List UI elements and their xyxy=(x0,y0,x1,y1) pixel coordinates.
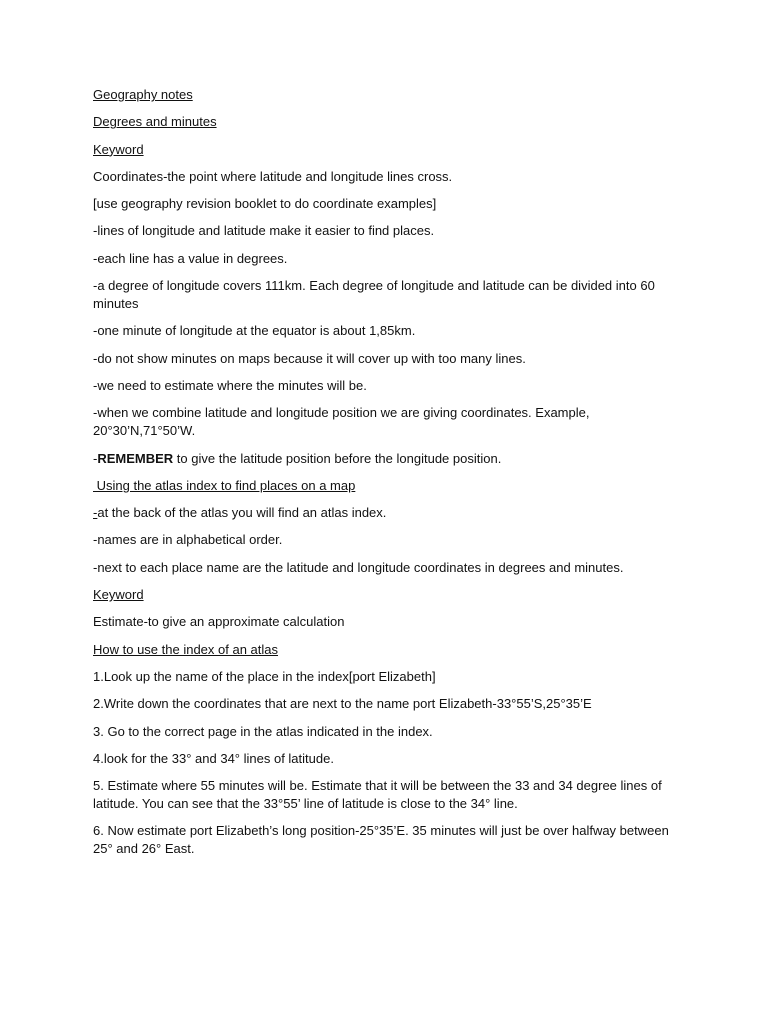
remember-text: to give the latitude position before the longitude position. xyxy=(173,450,502,466)
step-item: 5. Estimate where 55 minutes will be. Estimate that it will be between the 33 and 34 degree lines of latitude. You can see that the 33°55’ line of latitude is close to the 34° line. xyxy=(93,778,662,812)
section-heading-how: How to use the index of an atlas xyxy=(93,641,279,657)
keyword-heading: Keyword xyxy=(93,141,144,157)
atlas-line xyxy=(93,504,683,522)
step-item: 6. Now estimate port Elizabeth’s long position-25°35’E. 35 minutes will just be over halfway between 25° and 26° East. xyxy=(93,823,669,857)
note-line: -a degree of longitude covers 111km. Each degree of longitude and latitude can be divided into 60 minutes xyxy=(93,278,655,312)
document-title: Geography notes xyxy=(93,87,193,102)
note-line: -names are in alphabetical order. xyxy=(93,532,283,548)
keyword-heading: Keyword xyxy=(93,587,144,603)
note-line: [use geography revision booklet to do coordinate examples] xyxy=(93,196,437,212)
atlas-text: at the back of the atlas you will find an atlas index. xyxy=(97,505,387,521)
note-line: -when we combine latitude and longitude position we are giving coordinates. Example, 20°30’N,71°50’W. xyxy=(93,405,590,439)
note-line: -lines of longitude and latitude make it easier to find places. xyxy=(93,223,435,239)
section-heading-degrees: Degrees and minutes xyxy=(93,114,217,130)
step-item: 4.look for the 33° and 34° lines of latitude. xyxy=(93,750,334,766)
remember-line xyxy=(93,450,683,468)
section-heading-atlas: Using the atlas index to find places on a map xyxy=(93,477,356,493)
step-item: 1.Look up the name of the place in the index[port Elizabeth] xyxy=(93,668,436,684)
remember-dash: - xyxy=(93,450,98,466)
note-line: -do not show minutes on maps because it will cover up with too many lines. xyxy=(93,350,526,366)
note-line: -one minute of longitude at the equator is about 1,85km. xyxy=(93,323,416,339)
note-line: Estimate-to give an approximate calculation xyxy=(93,614,345,630)
note-line: Coordinates-the point where latitude and longitude lines cross. xyxy=(93,168,453,184)
atlas-dash: - xyxy=(93,505,98,521)
document-body xyxy=(93,86,683,868)
note-line: -each line has a value in degrees. xyxy=(93,250,288,266)
note-line: -we need to estimate where the minutes will be. xyxy=(93,377,367,393)
note-line: -next to each place name are the latitude and longitude coordinates in degrees and minutes. xyxy=(93,559,624,575)
remember-emphasis: REMEMBER xyxy=(97,450,174,466)
step-item: 2.Write down the coordinates that are next to the name port Elizabeth-33°55’S,25°35’E xyxy=(93,696,592,712)
step-item: 3. Go to the correct page in the atlas indicated in the index. xyxy=(93,723,433,739)
